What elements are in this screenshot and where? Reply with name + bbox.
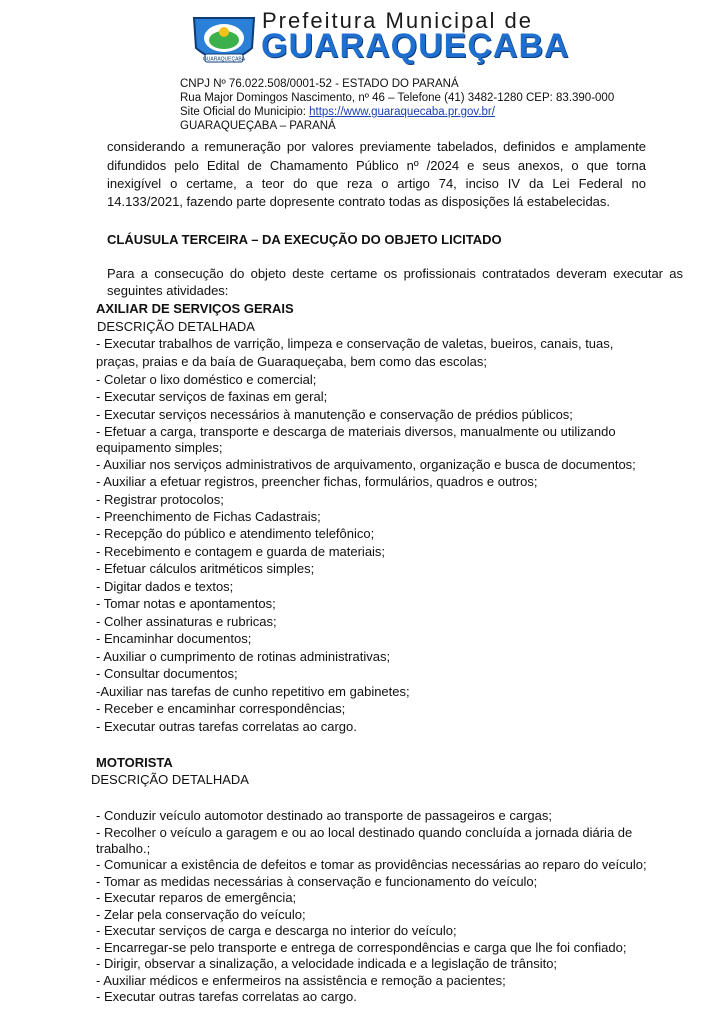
- list-item: - Auxiliar médicos e enfermeiros na assistência e remoção a pacientes;: [96, 973, 506, 988]
- list-item: - Receber e encaminhar correspondências;: [96, 701, 346, 716]
- section-subtitle: DESCRIÇÃO DETALHADA: [97, 319, 255, 334]
- list-item: - Colher assinaturas e rubricas;: [96, 614, 277, 629]
- list-item: - Efetuar a carga, transporte e descarga de materiais diversos, manualmente ou utilizando: [96, 424, 616, 439]
- list-item: - Tomar as medidas necessárias à conservação e funcionamento do veículo;: [96, 874, 538, 889]
- list-item: - Executar reparos de emergência;: [96, 890, 297, 905]
- text-line: difundidos pelo Edital de Chamamento Público nº /2024 e seus anexos, o que torna: [107, 158, 646, 173]
- list-item: equipamento simples;: [96, 440, 223, 455]
- city-line: GUARAQUEÇABA – PARANÁ: [180, 120, 336, 132]
- list-item: - Executar serviços de faxinas em geral;: [96, 389, 328, 404]
- list-item: - Auxiliar nos serviços administrativos de arquivamento, organização e busca de documentos;: [96, 457, 636, 472]
- list-item: - Digitar dados e textos;: [96, 579, 234, 594]
- list-item: - Executar trabalhos de varrição, limpeza e conservação de valetas, bueiros, canais, tuas,: [96, 336, 614, 351]
- list-item: - Consultar documentos;: [96, 666, 238, 681]
- section-title: AXILIAR DE SERVIÇOS GERAIS: [96, 301, 294, 316]
- section-title: MOTORISTA: [96, 755, 173, 770]
- cnpj-line: CNPJ Nº 76.022.508/0001-52 - ESTADO DO PARANÁ: [180, 78, 459, 90]
- text-line: inexigível o certame, a teor do que reza o artigo 74, inciso IV da Lei Federal no: [107, 176, 646, 191]
- text-line: 14.133/2021, fazendo parte dopresente contrato todas as disposições lá estabelecidas.: [107, 194, 611, 209]
- list-item: - Recebimento e contagem e guarda de materiais;: [96, 544, 386, 559]
- letterhead: [0, 0, 723, 140]
- list-item: praças, praias e da baía de Guaraqueçaba, bem como das escolas;: [96, 354, 487, 369]
- list-item: - Registrar protocolos;: [96, 492, 224, 507]
- list-item: - Auxiliar a efetuar registros, preencher fichas, formulários, quadros e outros;: [96, 474, 538, 489]
- text-line: seguintes atividades:: [107, 283, 229, 298]
- list-item: - Efetuar cálculos aritméticos simples;: [96, 561, 315, 576]
- logo-title: Prefeitura Municipal de: [262, 8, 534, 33]
- list-item: - Conduzir veículo automotor destinado ao transporte de passageiros e cargas;: [96, 808, 552, 823]
- text-line: considerando a remuneração por valores previamente tabelados, definidos e amplamente: [107, 139, 646, 154]
- list-item: - Executar outras tarefas correlatas ao cargo.: [96, 719, 357, 734]
- site-link[interactable]: https://www.guaraquecaba.pr.gov.br/: [309, 106, 495, 118]
- site-label: Site Oficial do Municipio:: [180, 106, 310, 118]
- list-item: - Executar serviços de carga e descarga no interior do veículo;: [96, 923, 457, 938]
- list-item: -Auxiliar nas tarefas de cunho repetitivo em gabinetes;: [96, 684, 410, 699]
- list-item: - Encarregar-se pelo transporte e entrega de correspondências e carga que lhe foi confiado;: [96, 940, 627, 955]
- list-item: - Tomar notas e apontamentos;: [96, 596, 276, 611]
- section-subtitle: DESCRIÇÃO DETALHADA: [91, 772, 249, 787]
- list-item: - Coletar o lixo doméstico e comercial;: [96, 372, 317, 387]
- list-item: - Executar outras tarefas correlatas ao cargo.: [96, 989, 357, 1004]
- list-item: - Dirigir, observar a sinalização, a velocidade indicada e a legislação de trânsito;: [96, 956, 558, 971]
- list-item: - Preenchimento de Fichas Cadastrais;: [96, 509, 321, 524]
- municipal-seal-icon: [189, 10, 259, 70]
- address-line: Rua Major Domingos Nascimento, nº 46 – Telefone (41) 3482-1280 CEP: 83.390-000: [180, 92, 615, 104]
- list-item: - Encaminhar documentos;: [96, 631, 252, 646]
- list-item: - Recepção do público e atendimento telefônico;: [96, 526, 375, 541]
- list-item: trabalho.;: [96, 841, 151, 856]
- list-item: - Zelar pela conservação do veículo;: [96, 907, 306, 922]
- list-item: - Recolher o veículo a garagem e ou ao local destinado quando concluída a jornada diária de: [96, 825, 633, 840]
- clause-heading: CLÁUSULA TERCEIRA – DA EXECUÇÃO DO OBJETO LICITADO: [107, 232, 502, 247]
- text-line: Para a consecução do objeto deste certame os profissionais contratados deveram executar as: [107, 266, 683, 281]
- logo-name: GUARAQUEÇABA: [261, 27, 570, 65]
- list-item: - Comunicar a existência de defeitos e tomar as providências necessárias ao reparo do veículo;: [96, 857, 647, 872]
- site-line: [180, 105, 495, 119]
- list-item: - Auxiliar o cumprimento de rotinas administrativas;: [96, 649, 391, 664]
- list-item: - Executar serviços necessários à manutenção e conservação de prédios públicos;: [96, 407, 573, 422]
- seal-label: GUARAQUEÇABA: [202, 56, 246, 63]
